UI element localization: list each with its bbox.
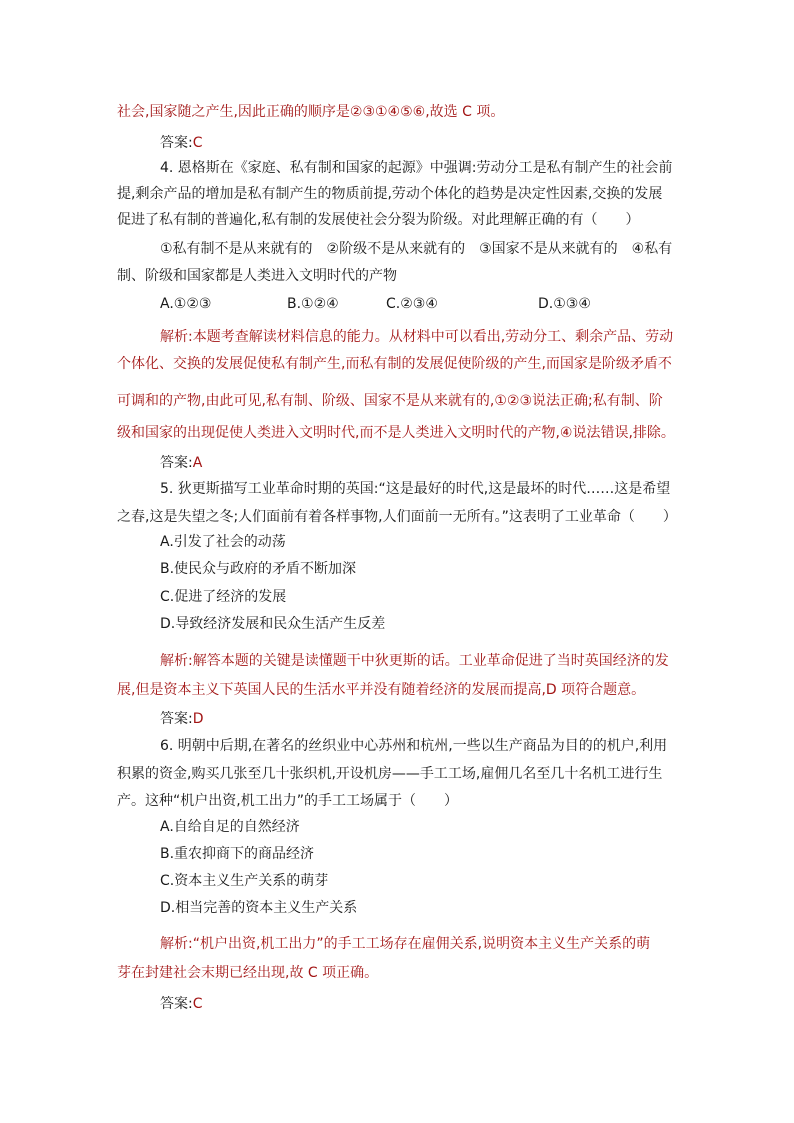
q4-analysis-line-3: 可调和的产物,由此可见,私有制、阶级、国家不是从来就有的,①②③说法正确;私有制、阶 xyxy=(117,393,663,409)
q5-analysis-line-1: 解析:解答本题的关键是读懂题干中狄更斯的话。工业革命促进了当时英国经济的发 xyxy=(160,653,669,669)
q5-stem-line-1: 5. 狄更斯描写工业革命时期的英国:“这是最好的时代,这是最坏的时代……这是希望 xyxy=(160,481,671,497)
q6-stem-line-1: 6. 明朝中后期,在著名的丝织业中心苏州和杭州,一些以生产商品为目的的机户,利用 xyxy=(160,738,668,754)
q4-statements-line-2: 制、阶级和国家都是人类进入文明时代的产物 xyxy=(117,268,397,284)
answer-label: 答案: xyxy=(160,996,193,1012)
q6-option-b: B.重农抑商下的商品经济 xyxy=(160,846,315,862)
answer-value: D xyxy=(192,711,204,727)
q6-stem-line-2: 积累的资金,购买几张至几十张织机,开设机房——手工工场,雇佣几名至几十名机工进行生 xyxy=(117,766,663,782)
q5-stem-line-2: 之春,这是失望之冬;人们面前有着各样事物,人们面前一无所有。”这表明了工业革命（ ） xyxy=(117,509,677,525)
q4-stem-line-1: 4. 恩格斯在《家庭、私有制和国家的起源》中强调:劳动分工是私有制产生的社会前 xyxy=(160,160,673,176)
q6-option-c: C.资本主义生产关系的萌芽 xyxy=(160,873,329,889)
q6-option-d: D.相当完善的资本主义生产关系 xyxy=(160,900,358,916)
q4-statements-line-1: ①私有制不是从来就有的 ②阶级不是从来就有的 ③国家不是从来就有的 ④私有 xyxy=(160,241,673,257)
answer-value: C xyxy=(192,135,203,151)
q4-stem-line-3: 促进了私有制的普遍化,私有制的发展使社会分裂为阶级。对此理解正确的有（ ） xyxy=(117,212,640,228)
q4-option-d: D.①③④ xyxy=(538,296,591,312)
q4-option-a: A.①②③ xyxy=(160,296,212,312)
q4-analysis-line-4: 级和国家的出现促使人类进入文明时代,而不是人类进入文明时代的产物,④说法错误,排除。 xyxy=(117,425,675,441)
q4-answer xyxy=(160,454,202,472)
answer-label: 答案: xyxy=(160,455,193,471)
q6-option-a: A.自给自足的自然经济 xyxy=(160,819,300,835)
q5-option-b: B.使民众与政府的矛盾不断加深 xyxy=(160,561,357,577)
q5-option-a: A.引发了社会的动荡 xyxy=(160,534,286,550)
q5-option-d: D.导致经济发展和民众生活产生反差 xyxy=(160,616,386,632)
q4-option-c: C.②③④ xyxy=(386,296,438,312)
q6-analysis-line-1: 解析:“机户出资,机工出力”的手工工场存在雇佣关系,说明资本主义生产关系的萌 xyxy=(160,936,651,952)
q6-analysis-line-2: 芽在封建社会末期已经出现,故 C 项正确。 xyxy=(117,965,379,981)
answer-value: C xyxy=(192,996,203,1012)
q4-option-b: B.①②④ xyxy=(287,296,339,312)
answer-label: 答案: xyxy=(160,135,193,151)
q4-analysis-line-2: 个体化、交换的发展促使私有制产生,而私有制的发展促使阶级的产生,而国家是阶级矛盾不 xyxy=(117,356,672,372)
q6-answer xyxy=(160,995,203,1013)
q4-stem-line-2: 提,剩余产品的增加是私有制产生的物质前提,劳动个体化的趋势是决定性因素,交换的发展 xyxy=(117,186,663,202)
answer-label: 答案: xyxy=(160,711,193,727)
q6-stem-line-3: 产。这种“机户出资,机工出力”的手工工场属于（ ） xyxy=(117,793,458,809)
q4-analysis-line-1: 解析:本题考查解读材料信息的能力。从材料中可以看出,劳动分工、剩余产品、劳动 xyxy=(160,329,674,345)
q5-answer xyxy=(160,710,204,728)
answer-value: A xyxy=(192,455,203,471)
prev-answer xyxy=(160,134,203,152)
prev-analysis-line: 社会,国家随之产生,因此正确的顺序是②③①④⑤⑥,故选 C 项。 xyxy=(117,104,505,120)
q4-options xyxy=(0,295,794,313)
q5-option-c: C.促进了经济的发展 xyxy=(160,589,287,605)
q5-analysis-line-2: 展,但是资本主义下英国人民的生活水平并没有随着经济的发展而提高,D 项符合题意。 xyxy=(117,682,646,698)
